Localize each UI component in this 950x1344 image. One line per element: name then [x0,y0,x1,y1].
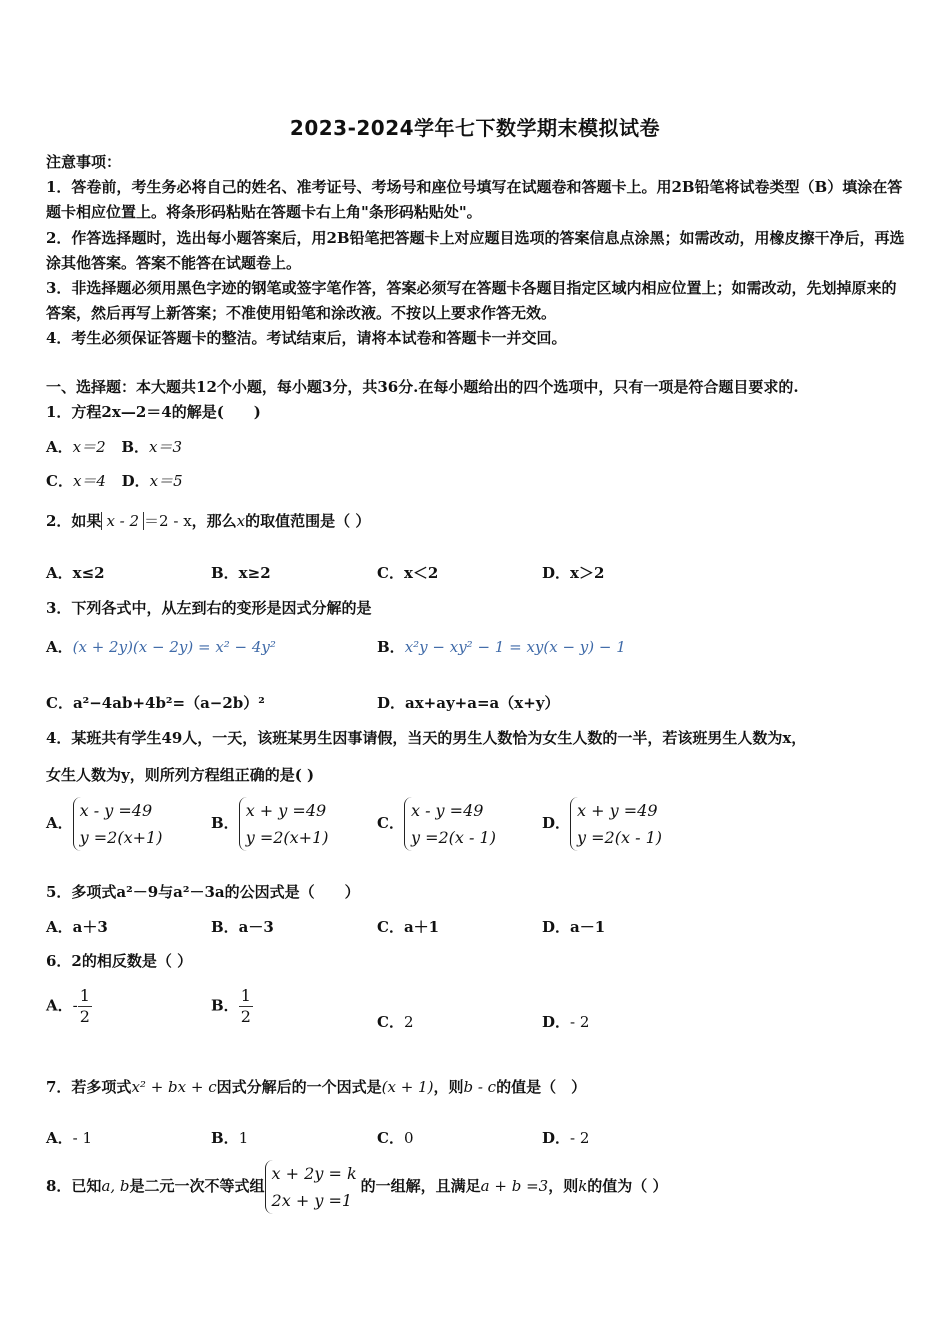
q2-option-c: C．x＜2 [377,564,439,582]
q7-option-d [542,1127,589,1148]
q6-b-numerator: 1 [240,986,251,1005]
page-title: 2023-2024学年七下数学期末模拟试卷 [289,116,661,140]
q2-prefix: 2．如果 [46,512,102,530]
q7-polynomial: x² + bx + c [131,1078,217,1096]
q8-prefix: 8．已知 [46,1177,102,1195]
q4-c-eq1: x - y =49 [410,801,484,820]
q4-d-eq1: x + y =49 [577,801,658,820]
q8-eq2: 2x + y =1 [271,1191,353,1210]
q6-option-c-label: C． [377,1013,404,1031]
q5-option-b: B．a－3 [211,918,274,936]
question-3-stem: 3．下列各式中，从左到右的变形是因式分解的是 [46,599,372,617]
question-1-stem: 1．方程2x—2＝4的解是( ) [46,403,261,421]
question-8-stem [46,1160,668,1214]
q5-option-c: C．a＋1 [377,918,440,936]
q1-option-b-label: B． [121,438,150,456]
q6-option-d-label: D． [542,1013,571,1031]
q1-option-c-label: C． [46,472,73,490]
q7-option-b-label: B． [211,1129,239,1147]
q3-option-c: C．a²−4ab+4b²=（a−2b）² [46,694,265,712]
question-7-stem [46,1076,586,1097]
q3-option-a-expr: (x + 2y)(x − 2y) = x² − 4y² [72,638,276,656]
notes-heading: 注意事项： [46,153,122,171]
q4-option-c-label: C． [377,814,404,832]
q1-options-row1 [46,436,182,457]
q6-option-b [211,986,253,1027]
q8-mid2: 的一组解，且满足 [360,1177,481,1195]
question-4-stem-line2: 女生人数为y，则所列方程组正确的是( ) [46,766,315,784]
q1-option-a-label: A． [46,438,73,456]
q1-option-a: x＝2 [72,438,106,456]
q7-prefix: 7．若多项式 [46,1078,132,1096]
q6-option-b-label: B． [211,996,239,1015]
q6-option-a-label: A． [46,996,73,1015]
q6-b-fraction [239,986,253,1027]
q2-var: x [236,512,246,530]
question-6-stem: 6．2的相反数是（ ） [46,952,193,970]
q7-option-a [46,1127,92,1148]
q4-option-b [211,797,333,851]
q5-option-d: D．a－1 [542,918,606,936]
q4-option-a [46,797,166,851]
notes-block [46,150,906,352]
q7-b-value: 1 [238,1129,249,1147]
notes-item: 3．非选择题必须用黑色字迹的钢笔或签字笔作答，答案必须写在答题卡各题目指定区域内相应位置上；如需改动，先划掉原来的答案，然后再写上新答案；不准使用铅笔和涂改液。不按以上要求作答无效。 [46,279,897,323]
q6-a-sign: - [72,996,78,1015]
q1-options-row2 [46,470,183,491]
q7-option-b [211,1127,248,1148]
q2-mid: ，那么 [191,512,237,530]
q6-option-c [377,1011,414,1032]
q4-option-b-label: B． [211,814,239,832]
q8-then: ，则 [548,1177,579,1195]
q5-option-a: A．a＋3 [46,918,108,936]
q3-option-b [377,636,626,657]
q1-option-c: x＝4 [72,472,106,490]
q6-a-fraction [78,986,92,1027]
q6-c-value: 2 [403,1013,414,1031]
section-heading: 一、选择题：本大题共12个小题，每小题3分，共36分.在每小题给出的四个选项中，只有一项是符合题目要求的. [46,378,799,396]
q1-option-d: x＝5 [149,472,183,490]
q4-a-eq1: x - y =49 [79,801,153,820]
q7-a-value: - 1 [72,1129,93,1147]
q2-option-a: A．x≤2 [46,564,105,582]
q2-option-b: B．x≥2 [211,564,271,582]
question-2-stem [46,510,370,531]
q4-b-eq1: x + y =49 [245,801,327,820]
q8-eq1: x + 2y = k [271,1164,357,1183]
q7-option-d-label: D． [542,1129,571,1147]
q8-system [265,1160,361,1214]
q8-k: k [578,1177,588,1195]
q3-option-b-label: B． [377,638,405,656]
q7-option-c [377,1127,414,1148]
q4-option-a-label: A． [46,814,73,832]
q4-option-c-system [404,797,500,851]
q1-option-b: x＝3 [149,438,183,456]
q4-b-eq2: y =2(x+1) [245,828,329,847]
notes-item: 4．考生必须保证答题卡的整洁。考试结束后，请将本试卷和答题卡一并交回。 [46,329,567,348]
q3-option-d: D．ax+ay+a=a（x+y） [377,694,560,712]
q4-option-b-system [239,797,333,851]
q2-suffix: 的取值范围是（ ） [245,512,371,530]
q8-suffix: 的值为（ ） [587,1177,668,1195]
q7-mid: 因式分解后的一个因式是 [216,1078,382,1096]
q1-option-d-label: D． [121,472,150,490]
notes-item: 1．答卷前，考生务必将自己的姓名、准考证号、考场号和座位号填写在试题卷和答题卡上。用2B铅笔将试卷类型（B）填涂在答题卡相应位置上。将条形码粘贴在答题卡右上角"条形码粘贴处"。 [46,178,903,222]
q4-d-eq2: y =2(x - 1) [577,828,662,847]
q4-a-eq2: y =2(x+1) [79,828,163,847]
q7-option-c-label: C． [377,1129,404,1147]
q2-option-d: D．x＞2 [542,564,605,582]
q4-option-d-label: D． [542,814,571,832]
q2-eq: ＝2 - x [144,512,192,530]
q3-option-a-label: A． [46,638,73,656]
q4-c-eq2: y =2(x - 1) [410,828,496,847]
q6-a-numerator: 1 [79,986,90,1005]
question-5-stem: 5．多项式a²－9与a²－3a的公因式是（ ） [46,883,360,901]
q4-option-c [377,797,500,851]
q7-c-value: 0 [403,1129,414,1147]
q3-option-b-expr: x²y − xy² − 1 = xy(x − y) − 1 [404,638,626,656]
notes-item: 2．作答选择题时，选出每小题答案后，用2B铅笔把答题卡上对应题目选项的答案信息点涂黑；如需改动，用橡皮擦干净后，再选涂其他答案。答案不能答在试题卷上。 [46,228,905,272]
q7-option-a-label: A． [46,1129,73,1147]
q6-b-denominator: 2 [240,1007,251,1026]
q3-option-a [46,636,276,657]
q6-option-d [542,1011,589,1032]
q7-suffix: 的值是（ ） [496,1078,587,1096]
q6-a-denominator: 2 [79,1007,90,1026]
q6-d-value: - 2 [570,1013,590,1031]
question-4-stem-line1: 4．某班共有学生49人，一天，该班某男生因事请假，当天的男生人数恰为女生人数的一半，若该班男生人数为x， [46,729,807,747]
q4-option-d [542,797,666,851]
q7-then: ，则 [433,1078,464,1096]
q8-vars: a, b [101,1177,130,1195]
q8-condition: a + b =3 [480,1177,549,1195]
q6-option-a [46,986,92,1027]
q2-abs-expr: x - 2 [101,512,144,530]
q4-option-a-system [73,797,167,851]
q4-option-d-system [570,797,666,851]
q8-mid: 是二元一次不等式组 [129,1177,265,1195]
q7-factor: (x + 1) [381,1078,434,1096]
q7-expression: b - c [463,1078,497,1096]
q7-d-value: - 2 [570,1129,590,1147]
